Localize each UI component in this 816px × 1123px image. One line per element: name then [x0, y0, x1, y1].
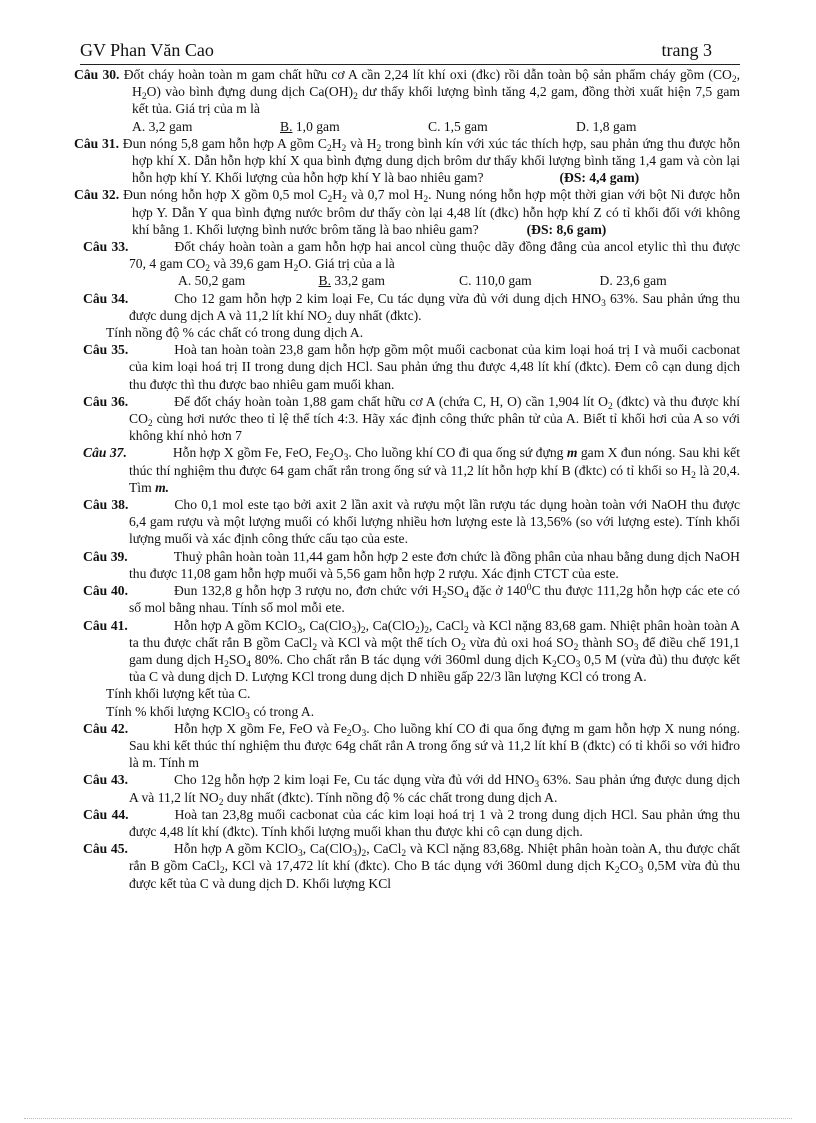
question-label: Câu 37. — [83, 445, 127, 461]
question-36: Câu 36. Để đốt cháy hoàn toàn 1,88 gam chất hữu cơ A (chứa C, H, O) cần 1,904 lít $O_2$ (đktc) và thu được khí $CO_2$ cùng hơi nước theo tỉ lệ thể tích 4:3. Hãy xác định công thức phân tử của A. Biết tỉ khối hơi của A so với không khí nhỏ hơn 7 — [83, 393, 740, 444]
question-label: Câu 40. — [83, 583, 128, 599]
choice-b: B. 33,2 gam — [318, 273, 385, 289]
page-bottom-divider — [24, 1118, 792, 1119]
question-label: Câu 41. — [83, 617, 128, 633]
question-label: Câu 38. — [83, 497, 129, 513]
question-41-task-2: Tính % khối lượng KClO$_3$ có trong A. — [106, 703, 315, 722]
question-label: Câu 30. — [74, 67, 120, 82]
question-44: Câu 44. Hoà tan 23,8g muối cacbonat của các kim loại hoá trị 1 và 2 trong dung dịch HCl. Sau phản ứng thu được 4,48 lít khí (đktc). Tính khối lượng muối khan thu được khi cô cạn dung dịch. — [83, 806, 740, 839]
choice-d: D. 1,8 gam — [576, 118, 637, 134]
question-label: Câu 35. — [83, 342, 129, 358]
question-label: Câu 43. — [83, 772, 128, 788]
choice-c: C. 1,5 gam — [428, 118, 488, 134]
answer-choices — [74, 272, 740, 289]
page-header — [80, 40, 740, 65]
question-label: Câu 33. — [83, 239, 129, 255]
question-label: Câu 45. — [83, 841, 128, 857]
choice-c: C. 110,0 gam — [459, 273, 532, 289]
question-37: Câu 37. Hỗn hợp X gồm Fe, FeO, $Fe_2O_3$. Cho luồng khí CO đi qua ống sứ đựng m gam X đun nóng. Sau khi kết thúc thí nghiệm thu được 64 gam chất rắn trong ống sứ và 11,2 lít hỗn hợp khí B (đktc) có tỉ khối so $H_2$ là 20,4. Tìm m. — [83, 445, 740, 495]
question-label: Câu 36. — [83, 393, 129, 409]
question-45: Câu 45. Hỗn hợp A gồm KClO$_3$, $Ca(ClO_3)_2$, CaCl$_2$ và KCl nặng 83,68g. Nhiệt phân hoàn toàn A, thu được chất rắn B gồm CaCl$_2$, KCl và 17,472 lít khí (đktc). Cho B tác dụng với 360ml dung dịch $K_2CO_3$ 0,5M vừa đủ thu được kết tủa C và dung dịch D. Khối lượng KCl — [83, 841, 741, 891]
answer-key: (ĐS: 8,6 gam) — [526, 221, 607, 237]
question-33: Câu 33. Đốt cháy hoàn toàn a gam hỗn hợp hai ancol cùng thuộc dãy đồng đẳng của ancol etylic thì thu được 70, 4 gam $CO_2$ và 39,6 gam $H_2O$. Giá trị của a là — [83, 239, 740, 275]
question-42: Câu 42. Hỗn hợp X gồm Fe, FeO và $Fe_2O_3$. Cho luồng khí CO đi qua ống đựng m gam hỗn hợp X nung nóng. Sau khi kết thúc thí nghiệm thu được 64g chất rắn A trong ống sứ và 11,2 lít khí B (đktc) có tỉ khối so với hiđro là m. Tính m — [83, 720, 740, 771]
question-35: Câu 35. Hoà tan hoàn toàn 23,8 gam hỗn hợp gồm một muối cacbonat của kim loại hoá trị I và muối cacbonat của kim loại hoá trị II trong dung dịch HCl. Sau phản ứng thu được 4,48 lít khí (đktc). Đem cô cạn dung dịch thu được thì thu được bao nhiêu gam muối khan. — [83, 342, 740, 392]
question-list — [74, 66, 740, 892]
question-label: Câu 31. — [74, 135, 119, 151]
page-number: trang 3 — [661, 40, 712, 60]
question-30: Câu 30. Đốt cháy hoàn toàn m gam chất hữu cơ A cần 2,24 lít khí oxi (đkc) rồi dẫn toàn bộ sản phẩm cháy gồm ($CO_2$, $H_2O$) vào bình đựng dung dịch $Ca(OH)_2$ dư thấy khối lượng bình tăng 4,2 gam, đồng thời xuất hiện 7,5 gam kết tủa. Giá trị của m là — [74, 67, 740, 117]
question-41-task-1: Tính khối lượng kết tủa C. — [106, 686, 251, 702]
question-40: Câu 40. Đun 132,8 g hỗn hợp 3 rượu no, đơn chức với $H_2SO_4$ đặc ở $140^0C$ thu được 111,2g hỗn hợp các ete có số mol bằng nhau. Tính số mol mỗi ete. — [83, 583, 740, 616]
choice-a: A. 3,2 gam — [132, 118, 193, 134]
choice-a: A. 50,2 gam — [178, 273, 246, 289]
question-34-task: Tính nồng độ % các chất có trong dung dịch A. — [106, 325, 364, 341]
question-label: Câu 42. — [83, 720, 129, 736]
question-38: Câu 38. Cho 0,1 mol este tạo bởi axit 2 lần axit và rượu một lần rượu tác dụng hoàn toàn với NaOH thu được 6,4 gam rượu và một lượng muối có khối lượng nhiều hơn lượng este là 13,56% (so với lượng este). Tính khối lượng muối và xác định công thức cấu tạo của este. — [83, 497, 740, 547]
question-32: Câu 32. Đun nóng hỗn hợp X gồm 0,5 mol $C_2H_2$ và 0,7 mol $H_2$. Nung nóng hỗn hợp một thời gian với bột Ni được hỗn hợp Y. Dẫn Y qua bình đựng nước brôm dư thấy còn lại 4,48 lít (đkc) hỗn hợp khí Z có tỉ khối đối với không khí bằng 1. Khối lượng bình nước brôm tăng là bao nhiêu gam? (ĐS: 8,6 gam) — [74, 187, 740, 237]
question-label: Câu 44. — [83, 806, 129, 822]
answer-key: (ĐS: 4,4 gam) — [559, 170, 640, 186]
question-31: Câu 31. Đun nóng 5,8 gam hỗn hợp A gồm $C_2H_2$ và $H_2$ trong bình kín với xúc tác thích hợp, sau phản ứng thu được hỗn hợp khí X. Dẫn hỗn hợp khí X qua bình đựng dung dịch brôm dư thấy khối lượng bình tăng 1,4 gam và còn lại hỗn hợp khí Y. Khối lượng của hỗn hợp khí Y là bao nhiêu gam? (ĐS: 4,4 gam) — [74, 135, 741, 186]
question-34: Câu 34. Cho 12 gam hỗn hợp 2 kim loại Fe, Cu tác dụng vừa đủ với dung dịch $HNO_3$ 63%. Sau phản ứng thu được dung dịch A và 11,2 lít khí $NO_2$ duy nhất (đktc). — [83, 290, 740, 326]
choice-b: B. 1,0 gam — [280, 118, 340, 134]
question-label: Câu 34. — [83, 290, 129, 306]
question-label: Câu 39. — [83, 548, 128, 564]
choice-d: D. 23,6 gam — [599, 273, 667, 289]
question-label: Câu 32. — [74, 187, 120, 203]
question-41: Câu 41. Hỗn hợp A gồm KClO$_3$, $Ca(ClO_3)_2$, $Ca(ClO_2)_2$, CaCl$_2$ và KCl nặng 83,68 gam. Nhiệt phân hoàn toàn A ta thu được chất rắn B gồm CaCl$_2$ và KCl và một thể tích $O_2$ vừa đủ oxi hoá $SO_2$ thành $SO_3$ để điều chế 191,1 gam dung dịch $H_2SO_4$ 80%. Cho chất rắn B tác dụng với 360ml dung dịch $K_2CO_3$ 0,5 M (vừa đủ) thu được kết tủa C và dung dịch D. Lượng KCl trong dung dịch D nhiều gấp 22/3 lần lượng KCl có trong A. — [83, 617, 740, 685]
answer-choices — [74, 118, 740, 135]
question-39: Câu 39. Thuỷ phân hoàn toàn 11,44 gam hỗn hợp 2 este đơn chức là đồng phân của nhau bằng dung dịch NaOH thu được 11,08 gam hỗn hợp muối và 5,56 gam hỗn hợp 2 rượu. Xác định CTCT của este. — [83, 548, 740, 581]
author-name: GV Phan Văn Cao — [80, 40, 214, 60]
question-43: Câu 43. Cho 12g hỗn hợp 2 kim loại Fe, Cu tác dụng vừa đủ với dd $HNO_3$ 63%. Sau phản ứng được dung dịch A và 11,2 lít $NO_2$ duy nhất (đktc). Tính nồng độ % các chất trong dung dịch A. — [83, 772, 740, 808]
